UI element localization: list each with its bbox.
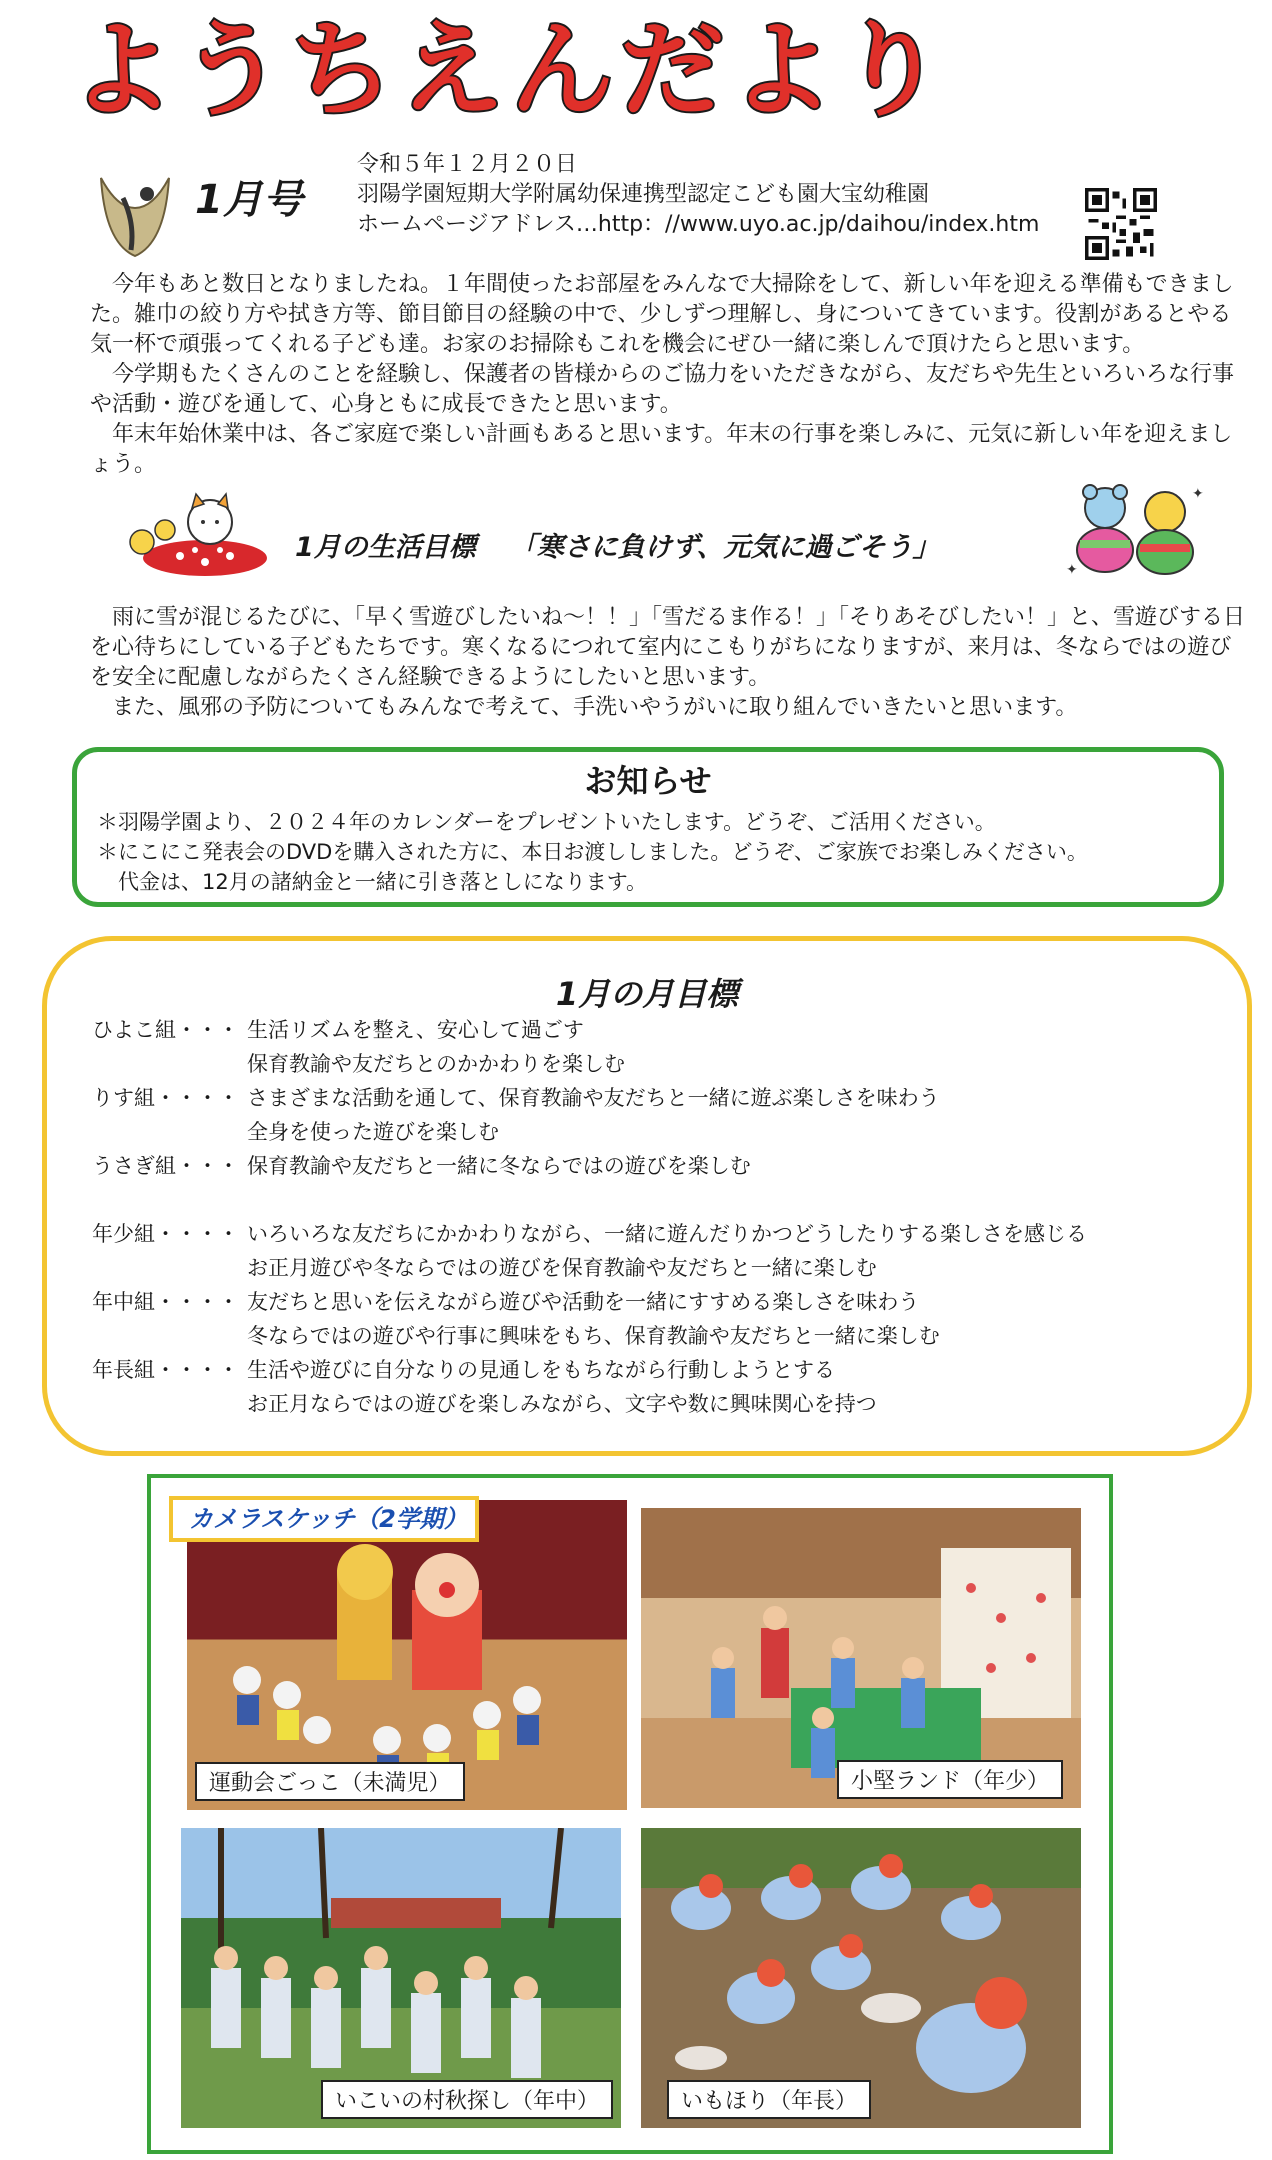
photo-caption: いこいの村秋探し（年中） bbox=[321, 2080, 613, 2119]
cat-kotatsu-illustration bbox=[120, 490, 270, 580]
monthly-goals-title: 1月の月目標 bbox=[555, 975, 739, 1013]
photo-potato-digging bbox=[641, 1828, 1081, 2128]
life-goal-label: 1月の生活目標 bbox=[295, 532, 476, 563]
goal-line: さまざまな活動を通して、保育教諭や友だちと一緒に遊ぶ楽しさを味わう bbox=[247, 1086, 940, 1110]
goal-line: 全身を使った遊びを楽しむ bbox=[247, 1120, 499, 1144]
snow-play-text bbox=[90, 603, 1250, 723]
class-label: りす組・・・・ bbox=[92, 1086, 239, 1110]
header-info bbox=[357, 150, 1039, 240]
photo-caption: いもほり（年長） bbox=[667, 2080, 871, 2119]
notice-box bbox=[72, 747, 1224, 907]
winter-animals-illustration bbox=[1060, 478, 1210, 578]
photo-autumn-search bbox=[181, 1828, 621, 2128]
qr-code[interactable] bbox=[1085, 188, 1157, 260]
intro-paragraph: 今年もあと数日となりましたね。１年間使ったお部屋をみんなで大掃除をして、新しい年を迎える準備もできました。雑巾の絞り方や拭き方等、節目節目の経験の中で、少しずつ理解し、身についてきています。役割があるとやる気一杯で頑張ってくれる子ども達。お家のお掃除もこれを機会にぜひ一緒に楽しんで頂けたらと思います。 bbox=[90, 272, 1234, 357]
goal-line: 生活リズムを整え、安心して過ごす bbox=[247, 1018, 584, 1042]
camera-sketch-section bbox=[147, 1474, 1113, 2154]
photo-caption: 運動会ごっこ（未満児） bbox=[195, 1762, 465, 1801]
goal-line: いろいろな友だちにかかわりながら、一緒に遊んだりかつどうしたりする楽しさを感じる bbox=[247, 1222, 1087, 1246]
school-logo bbox=[95, 168, 175, 258]
notice-line: 代金は、12月の諸納金と一緒に引き落としになります。 bbox=[97, 870, 648, 894]
class-label: 年少組・・・・ bbox=[92, 1222, 239, 1246]
goal-row-usagi bbox=[47, 1149, 1247, 1183]
notice-line: ＊羽陽学園より、２０２４年のカレンダーをプレゼントいたします。どうぞ、ご活用ください。 bbox=[97, 810, 996, 834]
class-label: 年長組・・・・ bbox=[92, 1358, 239, 1382]
photo-koken-land bbox=[641, 1508, 1081, 1808]
class-label: ひよこ組・・・ bbox=[92, 1018, 239, 1042]
life-goal-text: 「寒さに負けず、元気に過ごそう」 bbox=[509, 532, 940, 563]
notice-title: お知らせ bbox=[584, 762, 712, 800]
goal-row-nensho bbox=[47, 1217, 1247, 1285]
goal-line: お正月ならではの遊びを楽しみながら、文字や数に興味関心を持つ bbox=[247, 1392, 877, 1416]
goal-line: 友だちと思いを伝えながら遊びや活動を一緒にすすめる楽しさを味わう bbox=[247, 1290, 920, 1314]
body-paragraph: また、風邪の予防についてもみんなで考えて、手洗いやうがいに取り組んでいきたいと思います。 bbox=[112, 695, 1078, 720]
svg-text:✦: ✦ bbox=[1066, 562, 1078, 578]
goal-row-risu bbox=[47, 1081, 1247, 1149]
photo-caption: 小堅ランド（年少） bbox=[837, 1760, 1063, 1799]
intro-paragraph: 今学期もたくさんのことを経験し、保護者の皆様からのご協力をいただきながら、友だちや先生といろいろな行事や活動・遊びを通して、心身ともに成長できたと思います。 bbox=[90, 362, 1235, 417]
monthly-goals-box bbox=[42, 936, 1252, 1456]
body-paragraph: 雨に雪が混じるたびに、「早く雪遊びしたいね〜！！」「雪だるま作る！」「そりあそびしたい！」と、雪遊びする日を心待ちにしている子どもたちです。寒くなるにつれて室内にこもりがちになりますが、来月は、冬ならではの遊びを安全に配慮しながらたくさん経験できるようにしたいと思います。 bbox=[90, 605, 1246, 690]
goal-row-nencho bbox=[47, 1353, 1247, 1421]
goal-line: お正月遊びや冬ならではの遊びを保育教諭や友だちと一緒に楽しむ bbox=[247, 1256, 877, 1280]
class-label: 年中組・・・・ bbox=[92, 1290, 239, 1314]
goal-line: 生活や遊びに自分なりの見通しをもちながら行動しようとする bbox=[247, 1358, 835, 1382]
goal-row-hiyoko bbox=[47, 1013, 1247, 1081]
life-goal-heading bbox=[295, 525, 940, 564]
homepage-address[interactable]: ホームページアドレス…http：//www.uyo.ac.jp/daihou/index.htm bbox=[357, 212, 1040, 237]
issue-number: 1月号 bbox=[195, 177, 303, 223]
notice-lines bbox=[97, 807, 1088, 897]
issue-date: 令和５年１２月２０日 bbox=[357, 152, 578, 177]
goal-line: 保育教諭や友だちとのかかわりを楽しむ bbox=[247, 1052, 625, 1076]
newsletter-title: ようちえんだより bbox=[70, 10, 1200, 130]
photo-sports-day bbox=[187, 1500, 627, 1810]
notice-line: ＊にこにこ発表会のDVDを購入された方に、本日お渡ししました。どうぞ、ご家族でお楽しみください。 bbox=[97, 840, 1088, 864]
camera-sketch-title: カメラスケッチ（2学期） bbox=[169, 1496, 479, 1542]
intro-text bbox=[90, 270, 1250, 480]
goal-line: 冬ならではの遊びや行事に興味をもち、保育教諭や友だちと一緒に楽しむ bbox=[247, 1324, 940, 1348]
class-label: うさぎ組・・・ bbox=[92, 1154, 239, 1178]
school-name: 羽陽学園短期大学附属幼保連携型認定こども園大宝幼稚園 bbox=[357, 182, 930, 207]
intro-paragraph: 年末年始休業中は、各ご家庭で楽しい計画もあると思います。年末の行事を楽しみに、元気に新しい年を迎えましょう。 bbox=[90, 422, 1233, 477]
goal-line: 保育教諭や友だちと一緒に冬ならではの遊びを楽しむ bbox=[247, 1154, 751, 1178]
svg-text:✦: ✦ bbox=[1192, 486, 1204, 502]
goal-row-nenchu bbox=[47, 1285, 1247, 1353]
